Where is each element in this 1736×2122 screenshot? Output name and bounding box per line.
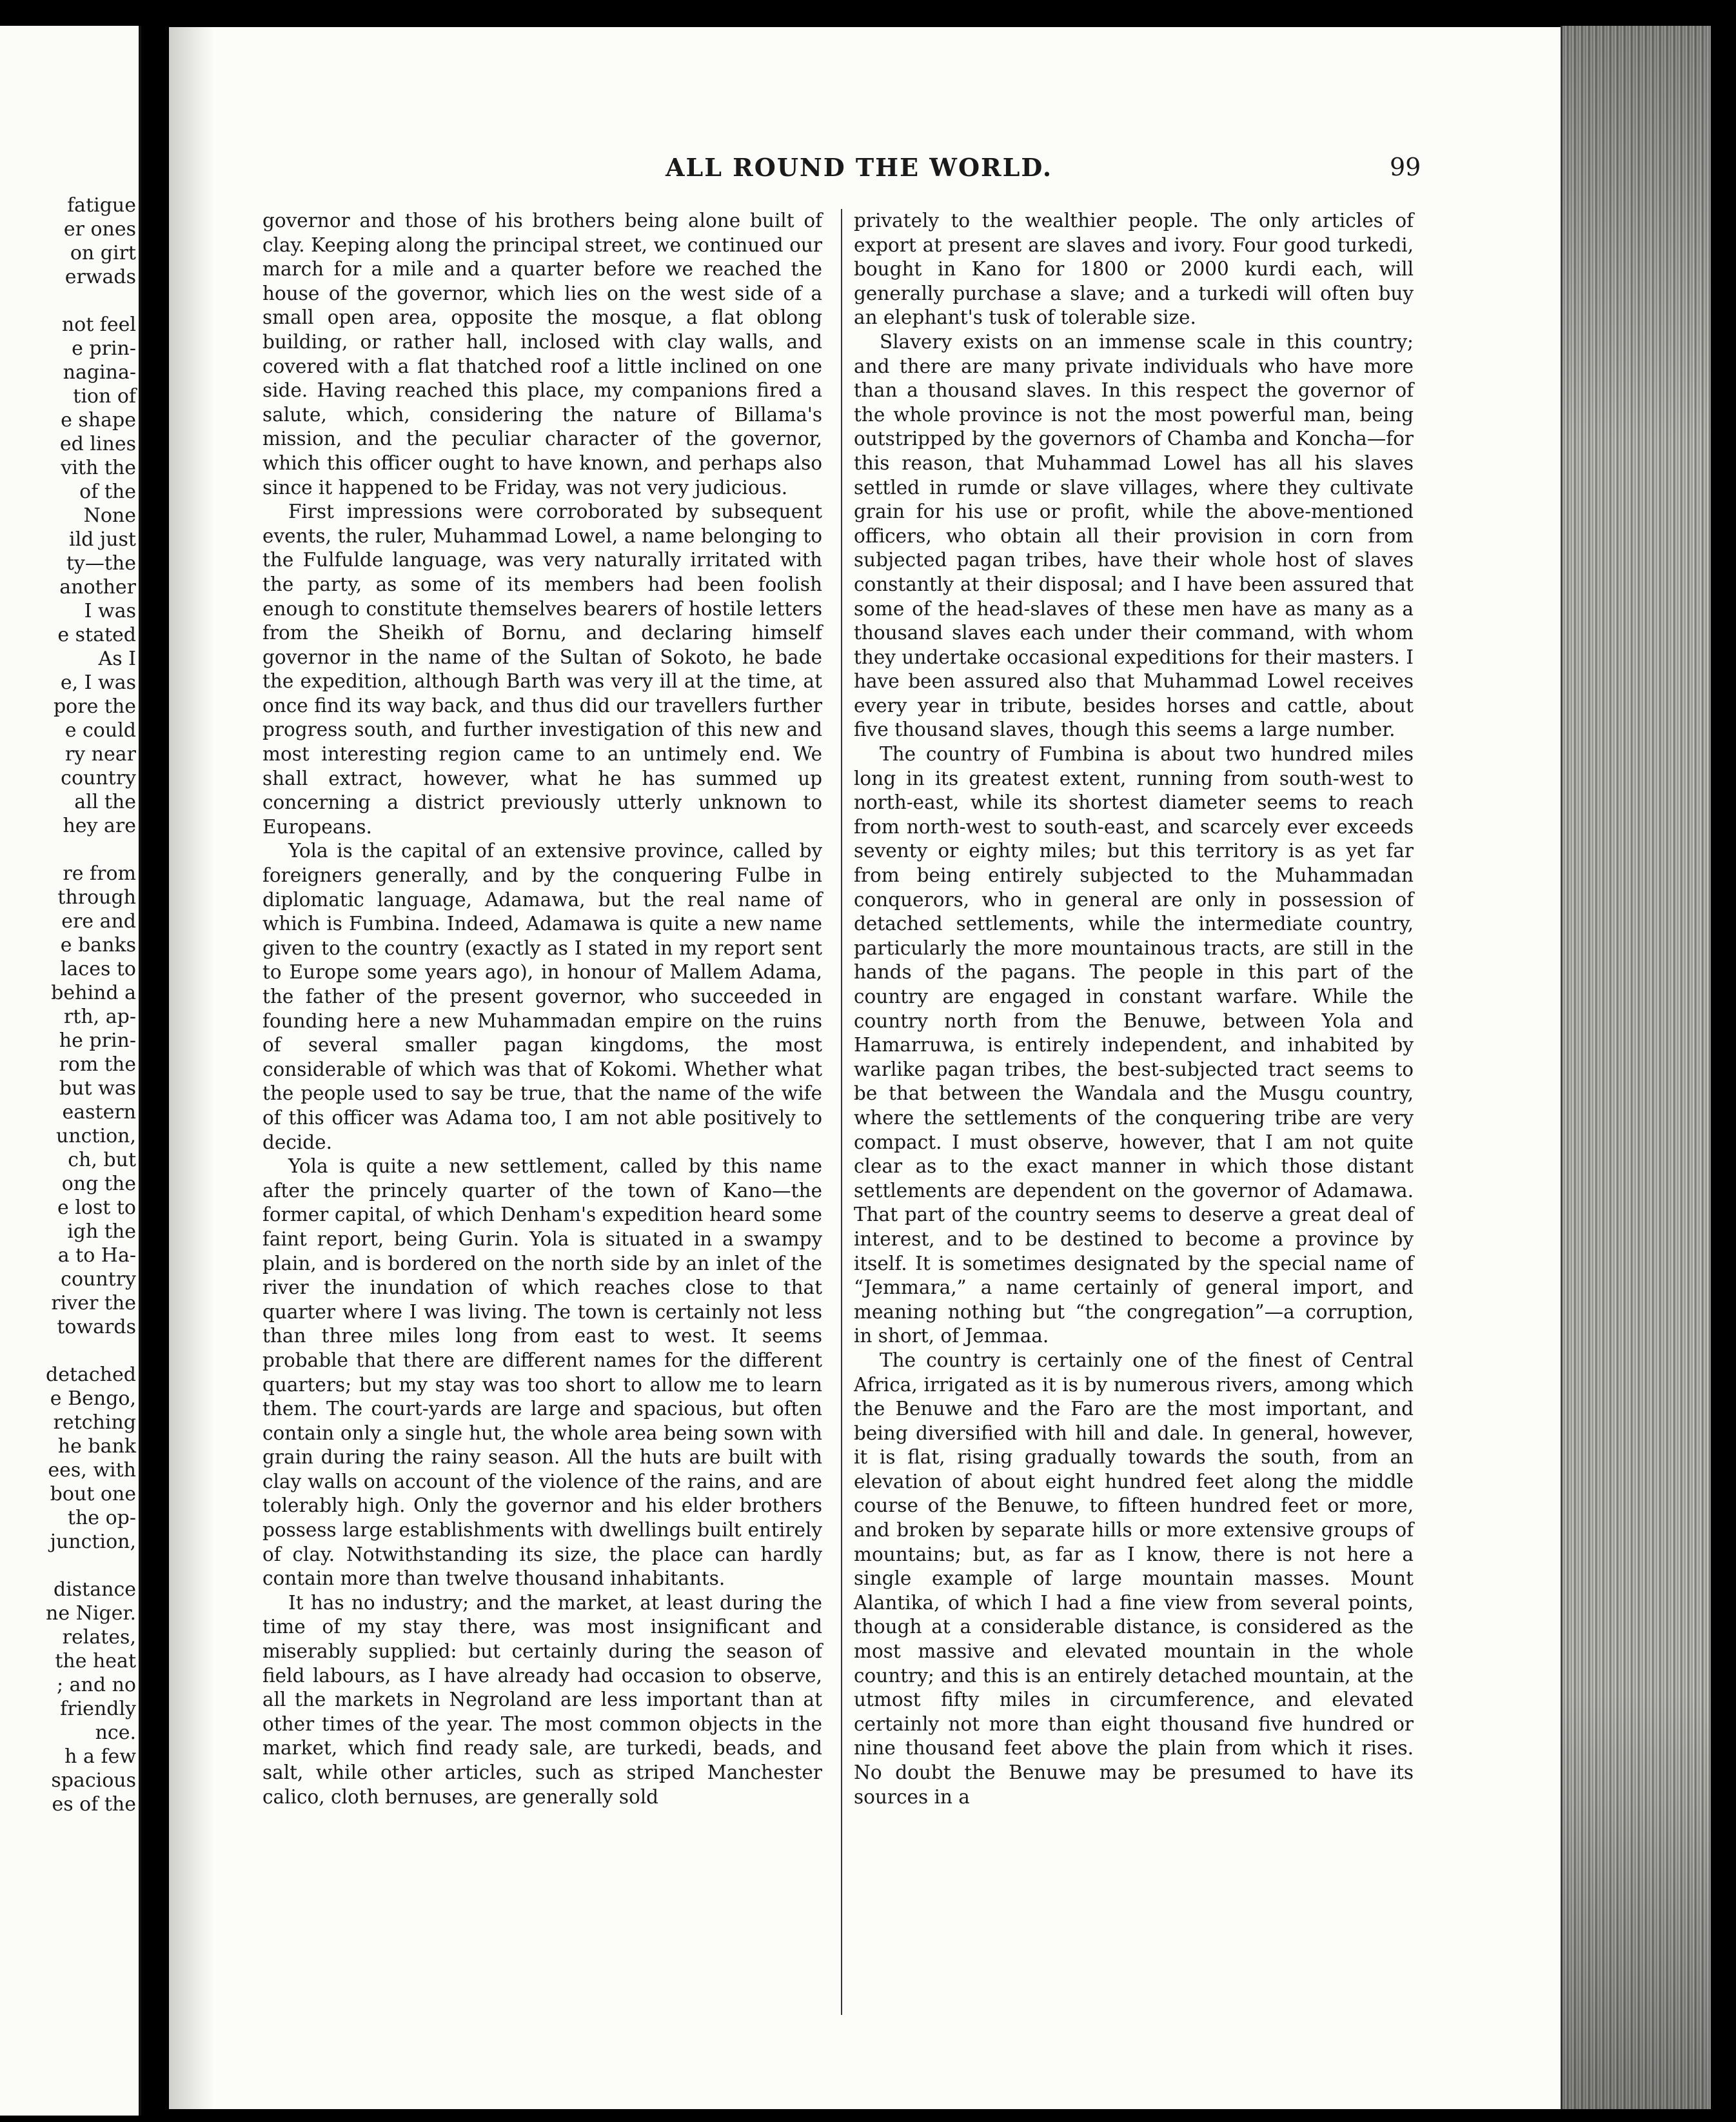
book-page <box>169 27 1581 2109</box>
fragment-line: ed lines <box>59 433 136 455</box>
paragraph: Slavery exists on an immense scale in this country; and there are many private individuals who have more than a thousand slaves. In this respect the governor of the whole province is not the most powerful man, being outstripped by the governors of Chamba and Koncha—for this reason, that Muhammad Lowel has all his slaves settled in rumde or slave villages, where they cultivate grain for his use or profit, while the above-mentioned officers, who obtain all their provision in corn from subjected pagan tribes, have their whole host of slaves constantly at their disposal; and I have been assured that some of the head-slaves of these men have as many as a thousand slaves each under their command, with whom they undertake occasional expeditions for their masters. I have been assured also that Muhammad Lowel receives every year in tribute, besides horses and cattle, about five thousand slaves, though this seems a large number. <box>854 330 1414 741</box>
fragment-line: friendly <box>60 1698 136 1720</box>
fragment-line: spacious <box>51 1769 136 1792</box>
fragment-line: e shape <box>61 409 136 431</box>
fragment-line: e prin- <box>72 337 136 360</box>
fragment-line: he bank <box>57 1435 136 1458</box>
fragment-line: es of the <box>52 1793 136 1816</box>
paragraph: The country is certainly one of the finest of Central Africa, irrigated as it is by numerous rivers, among which the Benuwe and the Faro are the most important, and being diversified with hill and dale. In general, however, it is flat, rising gradually towards the south, from an elevation of about eight hundred feet along the middle course of the Benuwe, to fifteen hundred feet or more, and broken by separate hills or more extensive groups of mountains; but, as far as I know, there is not here a single example of large mountain masses. Mount Alantika, of which I had a fine view from several points, though at a considerable distance, is considered as the most massive and elevated mountain in the whole country; and this is an entirely detached mountain, at the utmost fifty miles in circumference, and elevated certainly not more than eight thousand five hundred or nine thousand feet above the plain from which it rises. No doubt the Benuwe may be presumed to have its sources in a <box>854 1349 1414 1808</box>
fragment-line: distance <box>53 1578 136 1601</box>
fragment-line: ; and no <box>57 1674 136 1696</box>
fragment-line: unction, <box>55 1125 136 1147</box>
fragment-line: ong the <box>61 1173 136 1195</box>
fragment-line: laces to <box>60 958 136 980</box>
fragment-line: e lost to <box>57 1196 136 1219</box>
facing-page-text <box>6 193 136 1816</box>
gutter-shadow <box>169 27 214 2109</box>
paragraph: The country of Fumbina is about two hundred miles long in its greatest extent, running from south-west to north-east, while its shortest diameter seems to reach from north-west to south-east, and scarcely ever exceeds seventy or eighty miles; but this territory is as yet far from being entirely subjected to the Muhammadan conquerors, who in general are only in possession of detached settlements, while the intermediate country, particularly the more mountainous tracts, are still in the hands of the pagans. The people in this part of the country are engaged in constant warfare. While the country north from the Benuwe, between Yola and Hamarruwa, is entirely independent, and inhabited by warlike pagan tribes, the best-subjected tract seems to be that between the Wandala and the Musgu country, where the settlements of the conquering tribe are very compact. I must observe, however, that I am not quite clear as to the exact manner in which those distant settlements are dependent on the governor of Adamawa. That part of the country seems to deserve a great deal of interest, and to be destined to become a province by itself. It is sometimes designated by the special name of “Jemmara,” a name certainly of general import, and meaning nothing but “the congregation”—a corruption, in short, of Jemmaa. <box>854 743 1414 1347</box>
paragraph: First impressions were corroborated by subsequent events, the ruler, Muhammad Lowel, a name belonging to the Fulfulde language, was very naturally irritated with the party, as some of its members had been foolish enough to constitute themselves bearers of hostile letters from the Sheikh of Bornu, and declaring himself governor in the name of the Sultan of Sokoto, he bade the expedition, although Barth was very ill at the time, at once find its way back, and thus did our travellers further progress south, and further investigation of this new and most interesting region came to an untimely end. We shall extract, however, what he has summed up concerning a district previously utterly unknown to Europeans. <box>262 501 822 838</box>
fragment-line: ees, with <box>48 1459 136 1482</box>
paragraph: Yola is the capital of an extensive province, called by foreigners generally, and by the conquering Fulbe in diplomatic language, Adamawa, but the real name of which is Fumbina. Indeed, Adamawa is quite a new name given to the country (exactly as I stated in my report sent to Europe some years ago), in honour of Mallem Adama, the father of the present governor, who succeeded in founding here a new Muhammadan empire on the ruins of several smaller pagan kingdoms, the most considerable of which was that of Kokomi. Whether what the people used to say be true, that the name of the wife of this officer was Adama too, I am not able positively to decide. <box>262 840 822 1153</box>
fragment-line: e Bengo, <box>50 1387 136 1410</box>
fragment-line: tion of <box>73 385 136 408</box>
fore-edge-shade <box>1561 26 1709 2109</box>
fragment-line: igh the <box>67 1220 136 1243</box>
fragment-line: e banks <box>60 934 136 957</box>
fragment-line: a to Ha- <box>57 1244 136 1267</box>
fragment-line: erwads <box>64 266 136 288</box>
fragment-line: vith the <box>61 457 136 479</box>
fragment-line: ty—the <box>66 552 136 575</box>
fragment-line: nce. <box>95 1721 136 1744</box>
fragment-line <box>6 289 136 313</box>
fragment-line: I was <box>84 600 136 622</box>
fragment-line: ild just <box>68 528 136 551</box>
right-column <box>854 209 1414 1809</box>
fragment-line: As I <box>98 648 136 670</box>
fragment-line: ry near <box>64 743 136 766</box>
fragment-line: of the <box>79 481 136 503</box>
column-divider <box>841 209 842 2015</box>
fragment-line: rom the <box>59 1053 136 1076</box>
fragment-line: the op- <box>67 1507 136 1529</box>
fragment-line: bout one <box>50 1483 136 1505</box>
fragment-line: pore the <box>53 695 136 718</box>
fragment-line: country <box>61 767 136 789</box>
page-number: 99 <box>1390 153 1421 181</box>
fragment-line: country <box>61 1268 136 1291</box>
paragraph: governor and those of his brothers being alone built of clay. Keeping along the principal street, we continued our march for a mile and a quarter before we reached the house of the governor, which lies on the west side of a small open area, opposite the mosque, a flat oblong building, or rather hall, inclosed with clay walls, and covered with a flat thatched roof a little inclined on one side. Having reached this place, my companions fired a salute, which, considering the nature of Billama's mission, and the peculiar character of the governor, which this officer ought to have known, and perhaps also since it happened to be Friday, was not very judicious. <box>262 210 822 499</box>
fragment-line: the heat <box>55 1650 136 1672</box>
running-title: ALL ROUND THE WORLD. <box>666 153 1053 182</box>
fragment-line: through <box>57 886 136 909</box>
fragment-line: fatigue <box>67 194 136 217</box>
fragment-line: on girt <box>70 242 136 264</box>
fragment-line: re from <box>63 862 136 885</box>
fragment-line: behind a <box>51 982 136 1004</box>
fragment-line: detached <box>46 1363 136 1386</box>
paragraph: Yola is quite a new settlement, called by this name after the princely quarter of the town of Kano—the former capital, of which Denham's expedition heard some faint report, being Gurin. Yola is situated in a swampy plain, and is bordered on the north side by an inlet of the river the inundation of which reaches close to that quarter where I was living. The town is certainly not less than three miles long from east to west. It seems probable that there are different names for the different quarters; but my stay was too short to allow me to learn them. The court-yards are large and spacious, but often contain only a single hut, the whole area being sown with grain during the rainy season. All the huts are built with clay walls on account of the violence of the rains, and are tolerably high. Only the governor and his elder brothers possess large establishments with dwellings built entirely of clay. Notwithstanding its size, the place can hardly contain more than twelve thousand inhabitants. <box>262 1155 822 1590</box>
fragment-line: ere and <box>61 910 136 933</box>
fragment-line: nagina- <box>63 361 136 384</box>
fragment-line: e stated <box>57 624 136 646</box>
fragment-line <box>6 1339 136 1363</box>
fragment-line: river the <box>51 1292 136 1314</box>
fragment-line: not feel <box>61 313 136 336</box>
fragment-line: None <box>83 504 136 527</box>
fragment-line: retching <box>53 1411 136 1434</box>
fragment-line: ch, but <box>68 1149 136 1171</box>
fragment-line: er ones <box>63 218 136 241</box>
paragraph: privately to the wealthier people. The only articles of export at present are slaves and ivory. Four good turkedi, bought in Kano for 1800 or 2000 kurdi each, will generally purchase a slave; and a turkedi will often buy an elephant's tusk of tolerable size. <box>854 210 1414 329</box>
page-header <box>169 153 1581 189</box>
fragment-line: relates, <box>62 1626 136 1649</box>
fragment-line: he prin- <box>59 1029 136 1052</box>
fragment-line: but was <box>59 1077 136 1100</box>
fragment-line: junction, <box>50 1531 136 1553</box>
fragment-line: another <box>59 576 136 599</box>
fragment-line <box>6 838 136 862</box>
fragment-line: towards <box>57 1316 136 1338</box>
fragment-line <box>6 1554 136 1578</box>
fragment-line: all the <box>74 791 136 813</box>
fragment-line: eastern <box>62 1101 136 1124</box>
fragment-line: e, I was <box>60 671 136 694</box>
left-column <box>262 209 822 1809</box>
fragment-line: ne Niger. <box>46 1602 136 1625</box>
fragment-line: e could <box>64 719 136 742</box>
paragraph: It has no industry; and the market, at least during the time of my stay there, was most insignificant and miserably supplied: but certainly during the season of field labours, as I have already had occasion to observe, all the markets in Negroland are less important than at other times of the year. The most common objects in the market, which find ready sale, are turkedi, beads, and salt, while other articles, such as striped Manchester calico, cloth bernuses, are generally sold <box>262 1591 822 1808</box>
fragment-line: hey are <box>63 815 136 837</box>
fragment-line: rth, ap- <box>63 1006 136 1028</box>
facing-page-fragment <box>0 26 141 2116</box>
fragment-line: h a few <box>64 1745 136 1768</box>
